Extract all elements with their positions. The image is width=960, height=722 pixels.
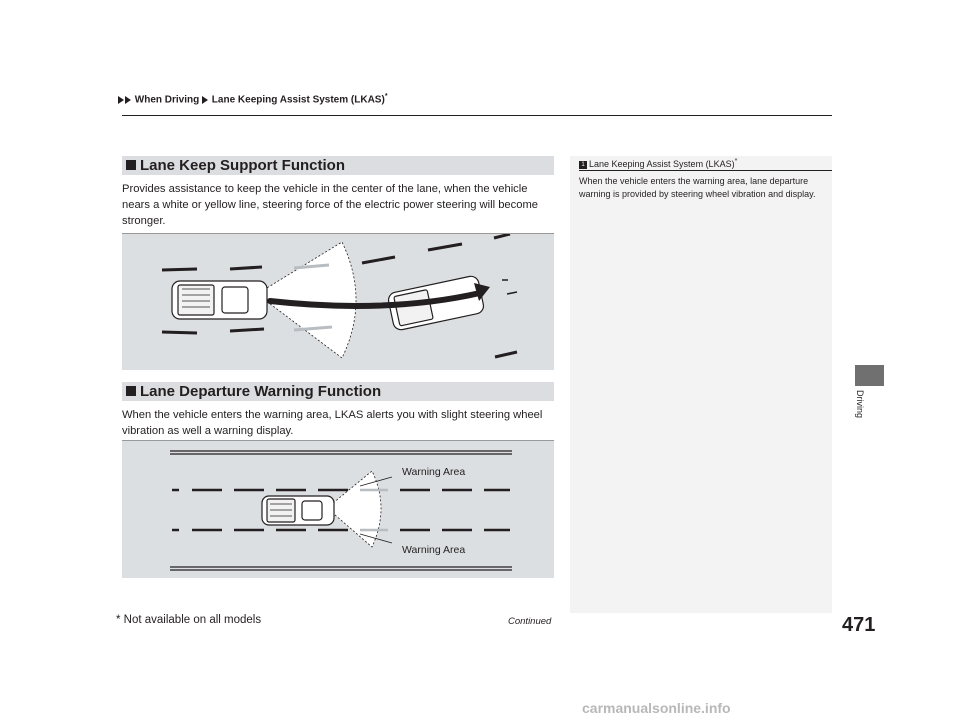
lane-departure-diagram (122, 441, 554, 578)
breadcrumb (118, 93, 388, 105)
watermark: carmanualsonline.info (582, 700, 731, 716)
section-body-lane-keep: Provides assistance to keep the vehicle in the center of the lane, when the vehicle nears a white or yellow line, steering force of the electric power steering will become stronger. (122, 183, 538, 227)
lane-keep-diagram (122, 234, 554, 370)
footnote: * Not available on all models (116, 614, 262, 626)
chapter-tab-label (853, 390, 873, 450)
section-heading-lane-keep (122, 156, 554, 175)
breadcrumb-item: Lane Keeping Assist System (LKAS) (211, 94, 385, 106)
lane-departure-illustration (122, 440, 554, 578)
square-bullet-icon (126, 160, 136, 170)
header-rule (122, 115, 832, 116)
chapter-tab-text: Driving (855, 390, 865, 419)
reference-icon: 1 (579, 161, 587, 169)
sidebar-title-text: Lane Keeping Assist System (LKAS) (589, 159, 735, 169)
sidebar-panel (570, 156, 832, 613)
sidebar-text: When the vehicle enters the warning area, lane departure warning is provided by steering wheel vibration and display. (579, 176, 816, 199)
section-body-lane-departure: When the vehicle enters the warning area, LKAS alerts you with slight steering wheel vibration as well a warning display. (122, 409, 543, 437)
asterisk: * (734, 158, 738, 165)
lane-keep-illustration (122, 233, 554, 370)
page-number: 471 (842, 614, 876, 636)
asterisk: * (384, 93, 388, 100)
chapter-tab (855, 365, 884, 386)
triangle-icon (202, 96, 208, 104)
square-bullet-icon (126, 386, 136, 396)
section-heading-lane-departure (122, 382, 554, 401)
continued-label: Continued (508, 616, 552, 627)
triangle-icon (118, 96, 124, 104)
section-title: Lane Departure Warning Function (140, 383, 382, 400)
sidebar-rule (579, 170, 832, 171)
warning-area-label-top: Warning Area (402, 466, 466, 478)
section-title: Lane Keep Support Function (140, 157, 345, 174)
warning-area-label-bottom: Warning Area (402, 544, 466, 556)
sidebar-title (579, 158, 737, 169)
triangle-icon (125, 96, 131, 104)
breadcrumb-item: When Driving (134, 94, 200, 106)
